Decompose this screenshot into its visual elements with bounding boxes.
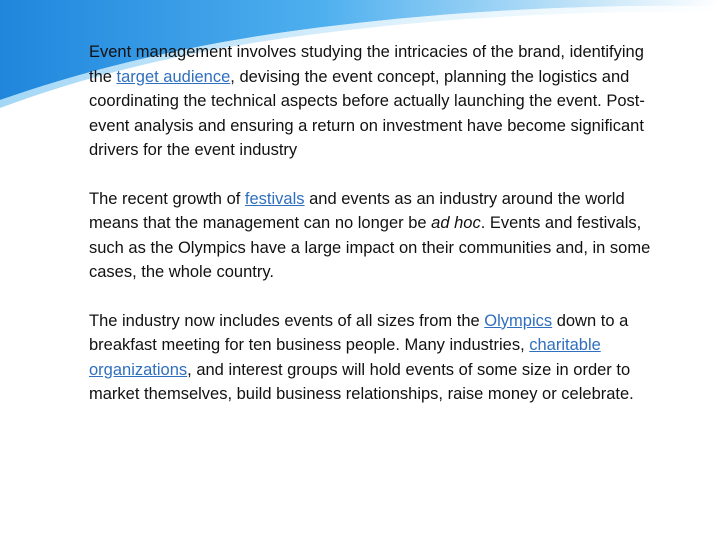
p1-text-a: Event management involves studying the intricacies of the brand, identifying the bbox=[89, 43, 644, 86]
p3-text-b: down to a breakfast meeting for ten business people. Many industries, bbox=[89, 311, 629, 354]
p2-text-c: . Events and festivals, such as the Olympics have a large impact on their communities and, in some cases, the whole country. bbox=[89, 214, 651, 281]
link-charitable-organizations[interactable]: charitable organizations bbox=[89, 336, 601, 379]
p1-text-b: , devising the event concept, planning the logistics and coordinating the technical aspects before actually launching the event. Post-event analysis and ensuring a return on investment have become significant drivers for the event industry bbox=[89, 67, 645, 159]
link-target-audience[interactable]: target audience bbox=[116, 67, 231, 86]
paragraph-festivals-growth bbox=[89, 187, 659, 285]
p2-text-b: and events as an industry around the world means that the management can no longer be bbox=[89, 189, 625, 232]
link-festivals[interactable]: festivals bbox=[244, 189, 305, 208]
slide-body bbox=[89, 40, 659, 431]
p3-text-c: , and interest groups will hold events of some size in order to market themselves, build business relationships, raise money or celebrate. bbox=[89, 360, 634, 403]
p3-text-a: The industry now includes events of all sizes from the bbox=[89, 311, 485, 330]
paragraph-event-management bbox=[89, 40, 659, 163]
p2-ad-hoc: ad hoc bbox=[431, 214, 481, 232]
link-olympics[interactable]: Olympics bbox=[484, 311, 553, 330]
paragraph-industry-scope bbox=[89, 309, 659, 407]
p2-text-a: The recent growth of bbox=[89, 189, 245, 208]
